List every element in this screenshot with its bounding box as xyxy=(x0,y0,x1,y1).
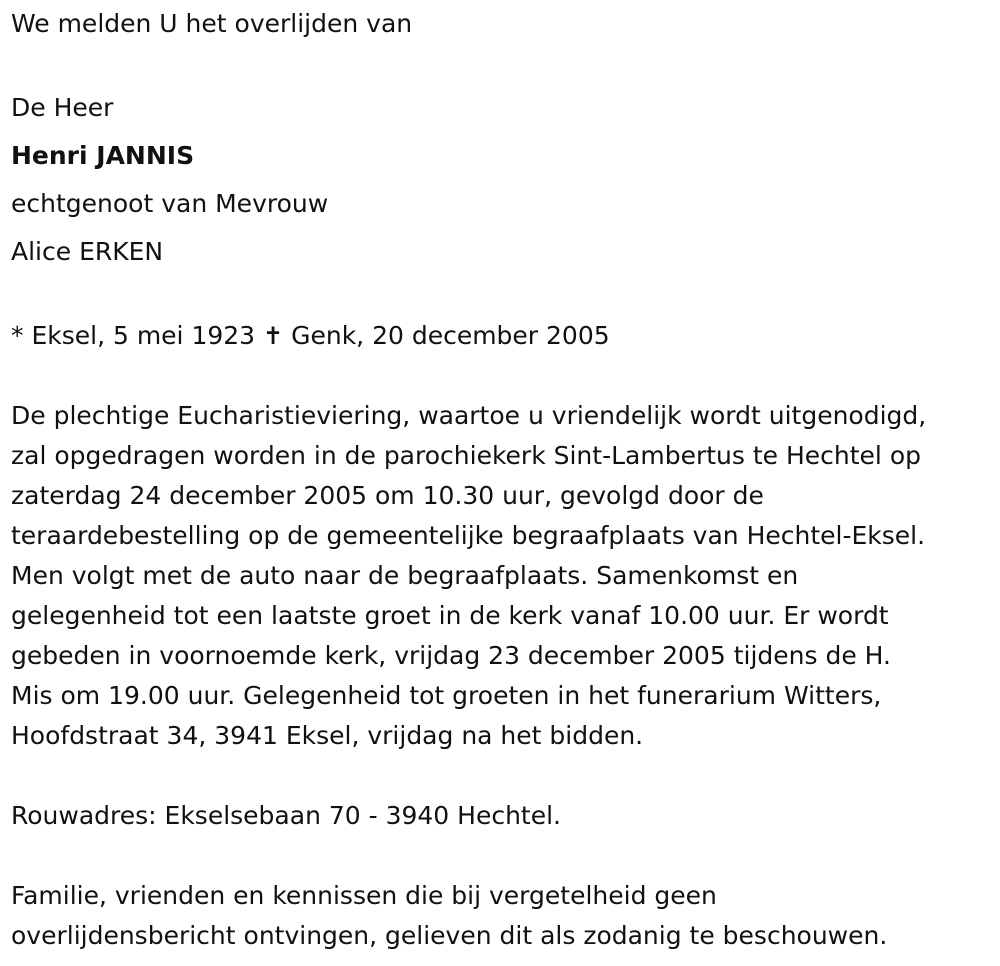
ceremony-paragraph xyxy=(11,396,996,756)
ceremony-line: gelegenheid tot een laatste groet in de kerk vanaf 10.00 uur. Er wordt xyxy=(11,601,889,630)
honorific: De Heer xyxy=(11,93,114,122)
spacer xyxy=(11,356,996,396)
ceremony-line: De plechtige Eucharistieviering, waartoe u vriendelijk wordt uitgenodigd, xyxy=(11,401,927,430)
deceased-name: Henri JANNIS xyxy=(11,141,195,170)
closing-paragraph xyxy=(11,876,996,956)
mourning-address: Rouwadres: Ekselsebaan 70 - 3940 Hechtel. xyxy=(11,801,561,830)
ceremony-line: gebeden in voornoemde kerk, vrijdag 23 december 2005 tijdens de H. xyxy=(11,641,891,670)
life-dates xyxy=(11,316,996,356)
spacer xyxy=(11,276,996,316)
ceremony-line: zal opgedragen worden in de parochiekerk Sint-Lambertus te Hechtel op xyxy=(11,441,921,470)
spacer xyxy=(11,836,996,876)
closing-line: overlijdensbericht ontvingen, gelieven dit als zodanig te beschouwen. xyxy=(11,921,888,950)
intro-text: We melden U het overlijden van xyxy=(11,9,413,38)
ceremony-line: zaterdag 24 december 2005 om 10.30 uur, gevolgd door de xyxy=(11,481,764,510)
ceremony-line: Mis om 19.00 uur. Gelegenheid tot groeten in het funerarium Witters, xyxy=(11,681,882,710)
birth-date: * Eksel, 5 mei 1923 xyxy=(11,321,256,350)
ceremony-line: Hoofdstraat 34, 3941 Eksel, vrijdag na het bidden. xyxy=(11,721,644,750)
spacer xyxy=(11,756,996,796)
ceremony-line: Men volgt met de auto naar de begraafplaats. Samenkomst en xyxy=(11,561,799,590)
death-date: Genk, 20 december 2005 xyxy=(291,321,610,350)
spacer xyxy=(11,44,996,84)
spouse-name: Alice ERKEN xyxy=(11,237,164,266)
closing-line: Familie, vrienden en kennissen die bij vergetelheid geen xyxy=(11,881,717,910)
cross-icon: ✝ xyxy=(263,322,284,350)
death-notice xyxy=(11,4,996,956)
ceremony-line: teraardebestelling op de gemeentelijke begraafplaats van Hechtel-Eksel. xyxy=(11,521,926,550)
spouse-label: echtgenoot van Mevrouw xyxy=(11,189,329,218)
